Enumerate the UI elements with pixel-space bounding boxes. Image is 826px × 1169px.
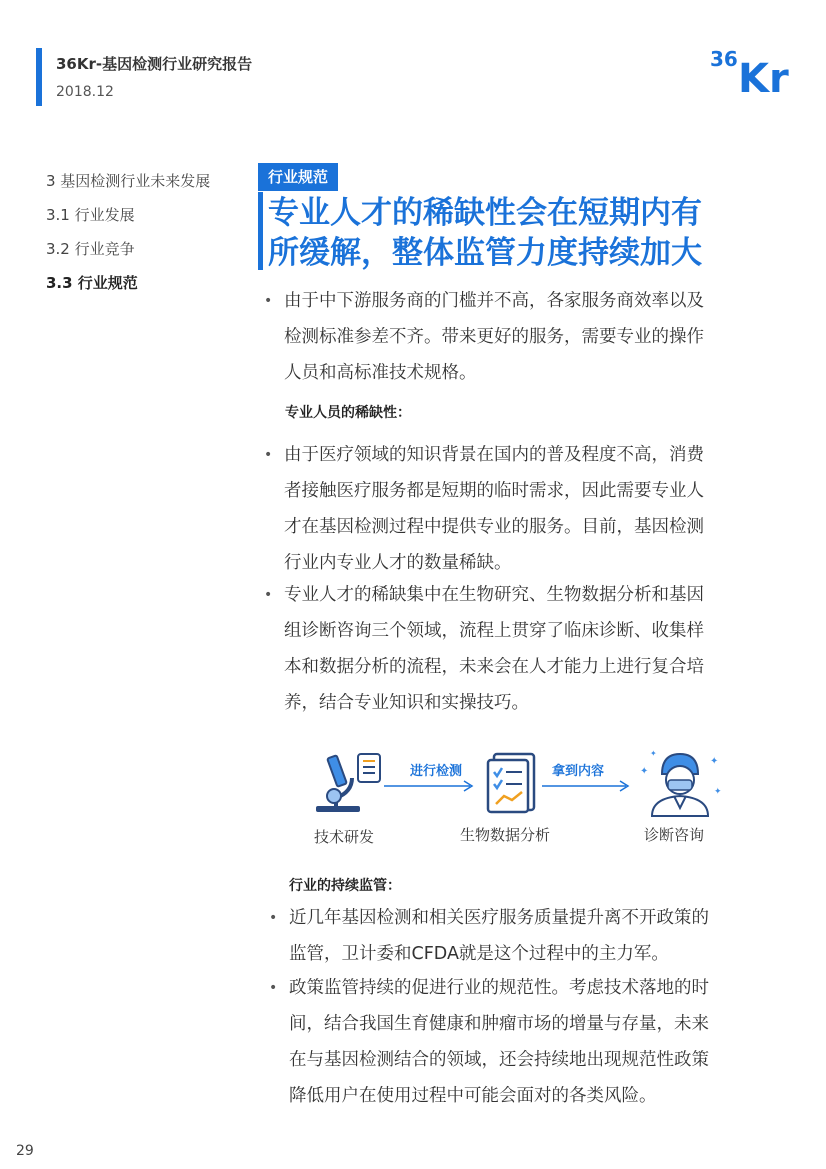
bullet-line: 人员和高标准技术规格。 bbox=[284, 363, 477, 383]
page-number: 29 bbox=[16, 1143, 34, 1159]
bullet-line: 降低用户在使用过程中可能会面对的各类风险。 bbox=[289, 1086, 657, 1106]
regulation-heading: 行业的持续监管： bbox=[289, 878, 401, 894]
bullet-line: 由于医疗领域的知识背景在国内的普及程度不高，消费 bbox=[284, 445, 704, 465]
arrow-label-receive: 拿到内容 bbox=[552, 764, 605, 779]
bullet-line: 由于中下游服务商的门槛并不高，各家服务商效率以及 bbox=[284, 291, 704, 311]
bullet-line: 在与基因检测结合的领域，还会持续地出现规范性政策 bbox=[289, 1050, 709, 1070]
toc-item-3-3[interactable]: 3.3 行业规范 bbox=[46, 274, 138, 292]
report-title: 36Kr-基因检测行业研究报告 bbox=[56, 55, 253, 73]
regulation-bullet-1 bbox=[269, 900, 769, 972]
headline-line-1: 专业人才的稀缺性会在短期内有 bbox=[268, 195, 702, 231]
page-headline bbox=[268, 193, 768, 273]
talent-bullet-2 bbox=[264, 577, 764, 721]
bullet-line: 本和数据分析的流程，未来会在人才能力上进行复合培 bbox=[284, 657, 704, 677]
node-label-research: 技术研发 bbox=[314, 828, 375, 846]
bullet-line: 行业内专业人才的数量稀缺。 bbox=[284, 553, 512, 573]
doctor-icon bbox=[636, 744, 724, 818]
bullet-line: 专业人才的稀缺集中在生物研究、生物数据分析和基因 bbox=[284, 585, 704, 605]
arrow-right bbox=[542, 780, 632, 792]
intro-bullet bbox=[264, 283, 764, 391]
bullet-line: 检测标准参差不齐。带来更好的服务，需要专业的操作 bbox=[284, 327, 704, 347]
bullet-line: 组诊断咨询三个领域，流程上贯穿了临床诊断、收集样 bbox=[284, 621, 704, 641]
talent-bullet-1 bbox=[264, 437, 764, 581]
bullet-dot: • bbox=[269, 910, 278, 926]
section-tag: 行业规范 bbox=[258, 163, 338, 191]
talent-heading: 专业人员的稀缺性： bbox=[285, 405, 411, 421]
bullet-line: 者接触医疗服务都是短期的临时需求，因此需要专业人 bbox=[284, 481, 704, 501]
toc-sidebar bbox=[46, 170, 246, 306]
toc-item-3-1[interactable]: 3.1 行业发展 bbox=[46, 206, 135, 224]
toc-item-3-2[interactable]: 3.2 行业竞争 bbox=[46, 240, 135, 258]
report-date: 2018.12 bbox=[56, 84, 114, 100]
node-label-consult: 诊断咨询 bbox=[644, 826, 705, 844]
regulation-bullet-2 bbox=[269, 970, 769, 1114]
bullet-line: 间，结合我国生育健康和肿瘤市场的增量与存量，未来 bbox=[289, 1014, 709, 1034]
arrow-label-detect: 进行检测 bbox=[410, 764, 463, 779]
toc-item-3[interactable]: 3 基因检测行业未来发展 bbox=[46, 172, 211, 190]
svg-text:✦: ✦ bbox=[714, 787, 722, 797]
36kr-logo bbox=[708, 44, 798, 96]
bullet-line: 政策监管持续的促进行业的规范性。考虑技术落地的时 bbox=[289, 978, 709, 998]
headline-line-2: 所缓解，整体监管力度持续加大 bbox=[268, 235, 702, 271]
node-label-analysis: 生物数据分析 bbox=[460, 826, 551, 844]
bullet-dot: • bbox=[264, 447, 273, 463]
bullet-dot: • bbox=[269, 980, 278, 996]
microscope-icon bbox=[312, 748, 384, 816]
header-accent-bar bbox=[36, 48, 42, 106]
bullet-line: 才在基因检测过程中提供专业的服务。目前，基因检测 bbox=[284, 517, 704, 537]
svg-text:✦: ✦ bbox=[650, 749, 657, 758]
bullet-dot: • bbox=[264, 587, 273, 603]
bullet-line: 养，结合专业知识和实操技巧。 bbox=[284, 693, 529, 713]
svg-text:36: 36 bbox=[710, 47, 738, 71]
svg-text:✦: ✦ bbox=[710, 756, 719, 767]
data-report-icon bbox=[484, 750, 544, 816]
arrow-right bbox=[384, 780, 476, 792]
process-diagram bbox=[300, 742, 740, 852]
svg-text:Kr: Kr bbox=[738, 56, 789, 96]
bullet-line: 近几年基因检测和相关医疗服务质量提升离不开政策的 bbox=[289, 908, 709, 928]
bullet-line: 监管，卫计委和CFDA就是这个过程中的主力军。 bbox=[289, 944, 669, 964]
svg-text:✦: ✦ bbox=[640, 766, 649, 777]
bullet-dot: • bbox=[264, 293, 273, 309]
headline-accent-bar bbox=[258, 192, 263, 270]
